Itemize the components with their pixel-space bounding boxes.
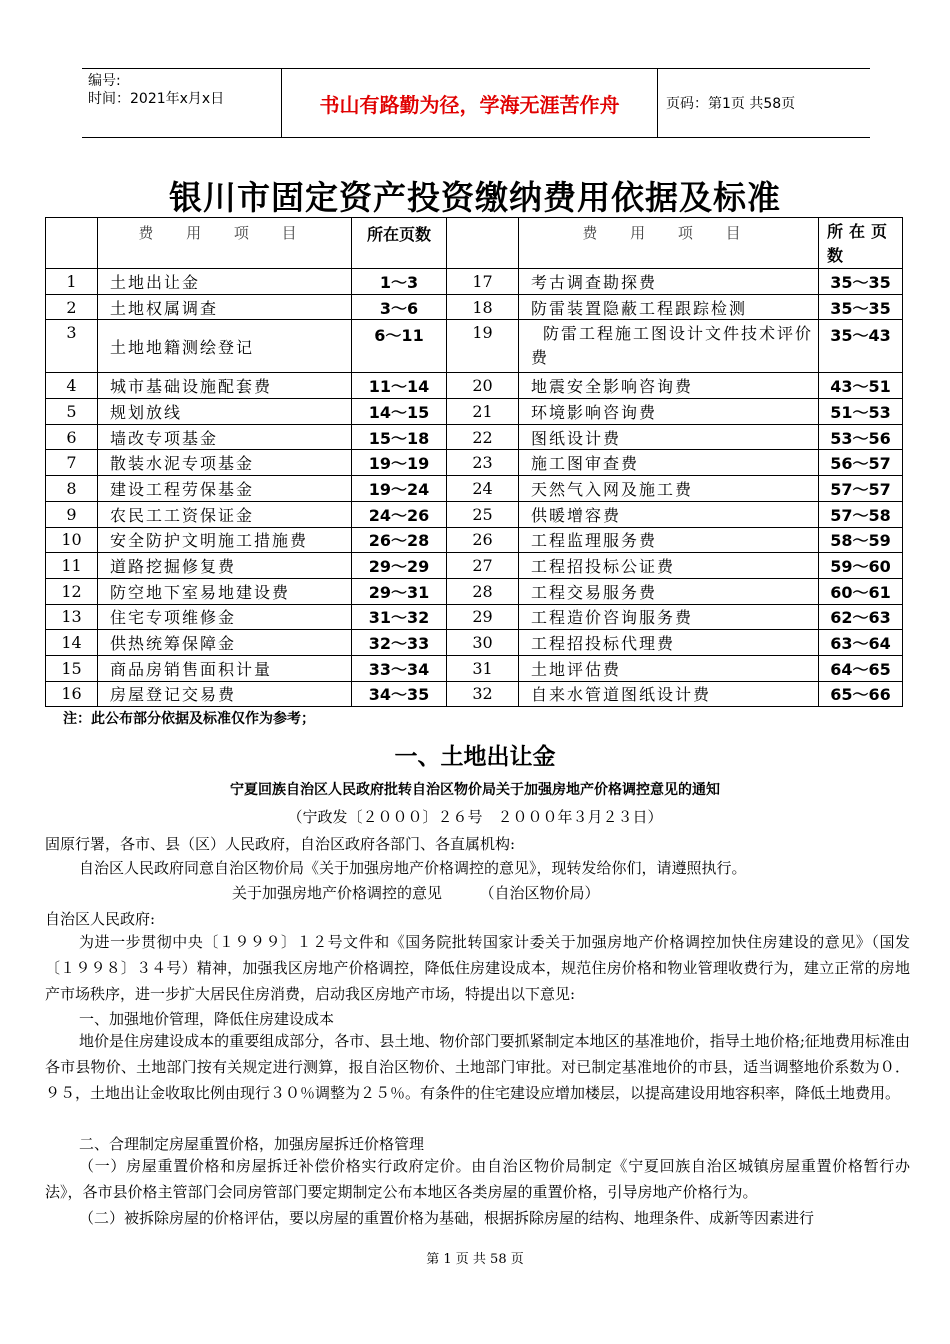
table-row: [46, 604, 903, 630]
table-row: [46, 630, 903, 656]
fee-item-name: 施工图审查费: [519, 450, 819, 476]
table-row: [46, 681, 903, 707]
page-range: 32～33: [352, 630, 447, 656]
table-row: [46, 399, 903, 425]
table-row: [46, 553, 903, 579]
row-number: 8: [46, 476, 98, 502]
fee-item-name: 工程交易服务费: [519, 578, 819, 604]
fee-item-name: 土地地籍测绘登记: [98, 320, 352, 373]
fee-item-name: 图纸设计费: [519, 424, 819, 450]
fee-item-name: 考古调查勘探费: [519, 269, 819, 295]
fee-item-name: 工程造价咨询服务费: [519, 604, 819, 630]
row-number: 13: [46, 604, 98, 630]
page-range: 58～59: [819, 527, 903, 553]
fee-item-name: 农民工工资保证金: [98, 501, 352, 527]
page-range: 11～14: [352, 373, 447, 399]
row-number: 24: [447, 476, 519, 502]
table-row: [46, 269, 903, 295]
row-number: 22: [447, 424, 519, 450]
row-number: 15: [46, 655, 98, 681]
header-meta: [82, 69, 282, 137]
table-row: [46, 501, 903, 527]
page-range: 33～34: [352, 655, 447, 681]
table-row: [46, 450, 903, 476]
table-row: [46, 320, 903, 373]
row-number: 31: [447, 655, 519, 681]
fee-item-name: 供热统筹保障金: [98, 630, 352, 656]
page-range: 6～11: [352, 320, 447, 373]
page-range: 59～60: [819, 553, 903, 579]
page-range: 62～63: [819, 604, 903, 630]
table-row: [46, 424, 903, 450]
opinion-title: 关于加强房地产价格调控的意见 （自治区物价局）: [232, 884, 600, 902]
page-range: 35～35: [819, 269, 903, 295]
fee-item-name: 建设工程劳保基金: [98, 476, 352, 502]
header-page-left: 所在页数: [352, 218, 447, 269]
fee-item-name: 工程招投标公证费: [519, 553, 819, 579]
page-range: 43～51: [819, 373, 903, 399]
header-item-left: 费 用 项 目: [98, 218, 352, 269]
fee-item-name: 住宅专项维修金: [98, 604, 352, 630]
fee-index-table: [45, 217, 903, 707]
fee-item-name: 房屋登记交易费: [98, 681, 352, 707]
fee-item-name: 墙改专项基金: [98, 424, 352, 450]
page-range: 29～29: [352, 553, 447, 579]
row-number: 30: [447, 630, 519, 656]
fee-item-name: 土地评估费: [519, 655, 819, 681]
paragraph-4: （二）被拆除房屋的价格评估，要以房屋的重置价格为基础，根据拆除房屋的结构、地理条件、成新等因素进行: [79, 1209, 815, 1227]
table-header-row: [46, 218, 903, 269]
row-number: 17: [447, 269, 519, 295]
row-number: 11: [46, 553, 98, 579]
row-number: 16: [46, 681, 98, 707]
table-row: [46, 476, 903, 502]
row-number: 5: [46, 399, 98, 425]
number-label: 编号:: [88, 73, 121, 89]
salutation: 自治区人民政府:: [45, 910, 156, 928]
page-range: 14～15: [352, 399, 447, 425]
fee-item-name: 防空地下室易地建设费: [98, 578, 352, 604]
fee-item-name: 规划放线: [98, 399, 352, 425]
header-page-info: 页码：第1页 共58页: [666, 96, 796, 112]
fee-item-name: 环境影响咨询费: [519, 399, 819, 425]
row-number: 18: [447, 294, 519, 320]
row-number: 4: [46, 373, 98, 399]
table-row: [46, 527, 903, 553]
paragraph-1: 为进一步贯彻中央〔１９９９〕１２号文件和《国务院批转国家计委关于加强房地产价格调控加快住房建设的意见》（国发〔１９９８〕３４号）精神，加强我区房地产价格调控，降低住房建设成本，规范住房价格和物业管理收费行为，建立正常的房地产市场秩序，进一步扩大居民住房消费，启动我区房地产市场，特提出以下意见:: [45, 933, 910, 1003]
page-range: 31～32: [352, 604, 447, 630]
row-number: 32: [447, 681, 519, 707]
page-range: 35～43: [819, 320, 903, 373]
page-range: 64～65: [819, 655, 903, 681]
page-range: 51～53: [819, 399, 903, 425]
page-range: 15～18: [352, 424, 447, 450]
page-range: 3～6: [352, 294, 447, 320]
row-number: 3: [46, 320, 98, 373]
page-range: 56～57: [819, 450, 903, 476]
forward-text: 自治区人民政府同意自治区物价局《关于加强房地产价格调控的意见》，现转发给你们，请遵照执行。: [79, 859, 747, 877]
row-number: 9: [46, 501, 98, 527]
page-footer: 第 1 页 共 58 页: [426, 1252, 524, 1267]
row-number: 26: [447, 527, 519, 553]
notice-title: 宁夏回族自治区人民政府批转自治区物价局关于加强房地产价格调控意见的通知: [230, 782, 720, 798]
page-range: 24～26: [352, 501, 447, 527]
row-number: 29: [447, 604, 519, 630]
fee-item-name: 城市基础设施配套费: [98, 373, 352, 399]
table-note: 注：此公布部分依据及标准仅作为参考；: [63, 711, 315, 727]
section-heading: 一、土地出让金: [394, 744, 556, 770]
fee-item-name: 散装水泥专项基金: [98, 450, 352, 476]
header-motto: 书山有路勤为径，学海无涯苦作舟: [282, 69, 658, 137]
page-range: 65～66: [819, 681, 903, 707]
date-label: 时间：2021年x月x日: [88, 91, 225, 107]
fee-item-name: 防雷装置隐蔽工程跟踪检测: [519, 294, 819, 320]
fee-item-name: 自来水管道图纸设计费: [519, 681, 819, 707]
row-number: 10: [46, 527, 98, 553]
doc-number: （宁政发〔２０００〕２６号 ２０００年３月２３日）: [287, 808, 663, 826]
page-range: 35～35: [819, 294, 903, 320]
fee-item-name: 土地权属调查: [98, 294, 352, 320]
section-1-heading: 一、加强地价管理，降低住房建设成本: [79, 1010, 335, 1028]
fee-item-name: 工程监理服务费: [519, 527, 819, 553]
fee-item-name: 防雷工程施工图设计文件技术评价 费: [519, 320, 819, 373]
table-row: [46, 373, 903, 399]
fee-item-name: 安全防护文明施工措施费: [98, 527, 352, 553]
page-range: 57～57: [819, 476, 903, 502]
fee-item-name: 道路挖掘修复费: [98, 553, 352, 579]
table-row: [46, 655, 903, 681]
row-number: 7: [46, 450, 98, 476]
row-number: 2: [46, 294, 98, 320]
page-range: 63～64: [819, 630, 903, 656]
fee-item-name: 商品房销售面积计量: [98, 655, 352, 681]
page-range: 53～56: [819, 424, 903, 450]
fee-item-name: 土地出让金: [98, 269, 352, 295]
page-range: 34～35: [352, 681, 447, 707]
page-range: 29～31: [352, 578, 447, 604]
page-range: 57～58: [819, 501, 903, 527]
document-title: 银川市固定资产投资缴纳费用依据及标准: [169, 178, 781, 217]
row-number: 1: [46, 269, 98, 295]
fee-item-name: 工程招投标代理费: [519, 630, 819, 656]
row-number: 28: [447, 578, 519, 604]
page-range: 26～28: [352, 527, 447, 553]
row-number: 14: [46, 630, 98, 656]
row-number: 25: [447, 501, 519, 527]
row-number: 23: [447, 450, 519, 476]
page-range: 60～61: [819, 578, 903, 604]
paragraph-2: 地价是住房建设成本的重要组成部分，各市、县土地、物价部门要抓紧制定本地区的基准地价，指导土地价格;征地费用标准由各市县物价、土地部门按有关规定进行测算，报自治区物价、土地部门审批。对已制定基准地价的市县，适当调整地价系数为０．９５，土地出让金收取比例由现行３０％调整为２５％。有条件的住宅建设应增加楼层，以提高建设用地容积率，降低土地费用。: [45, 1032, 910, 1102]
row-number: 19: [447, 320, 519, 373]
page-range: 19～19: [352, 450, 447, 476]
table-row: [46, 294, 903, 320]
section-2-heading: 二、合理制定房屋重置价格，加强房屋拆迁价格管理: [79, 1135, 425, 1153]
page-range: 19～24: [352, 476, 447, 502]
page-header: [82, 68, 870, 138]
recipients: 固原行署，各市、县（区）人民政府，自治区政府各部门、各直属机构:: [45, 835, 516, 853]
header-item-right: 费 用 项 目: [519, 218, 819, 269]
table-row: [46, 578, 903, 604]
header-page-right: 所在页数: [819, 218, 903, 269]
row-number: 20: [447, 373, 519, 399]
paragraph-3: （一）房屋重置价格和房屋拆迁补偿价格实行政府定价。由自治区物价局制定《宁夏回族自治区城镇房屋重置价格暂行办法》，各市县价格主管部门会同房管部门要定期制定公布本地区各类房屋的重置价格，引导房地产价格行为。: [45, 1157, 910, 1201]
fee-item-name: 天然气入网及施工费: [519, 476, 819, 502]
row-number: 21: [447, 399, 519, 425]
row-number: 6: [46, 424, 98, 450]
page-range: 1～3: [352, 269, 447, 295]
fee-item-name: 地震安全影响咨询费: [519, 373, 819, 399]
row-number: 27: [447, 553, 519, 579]
fee-item-name: 供暖增容费: [519, 501, 819, 527]
row-number: 12: [46, 578, 98, 604]
